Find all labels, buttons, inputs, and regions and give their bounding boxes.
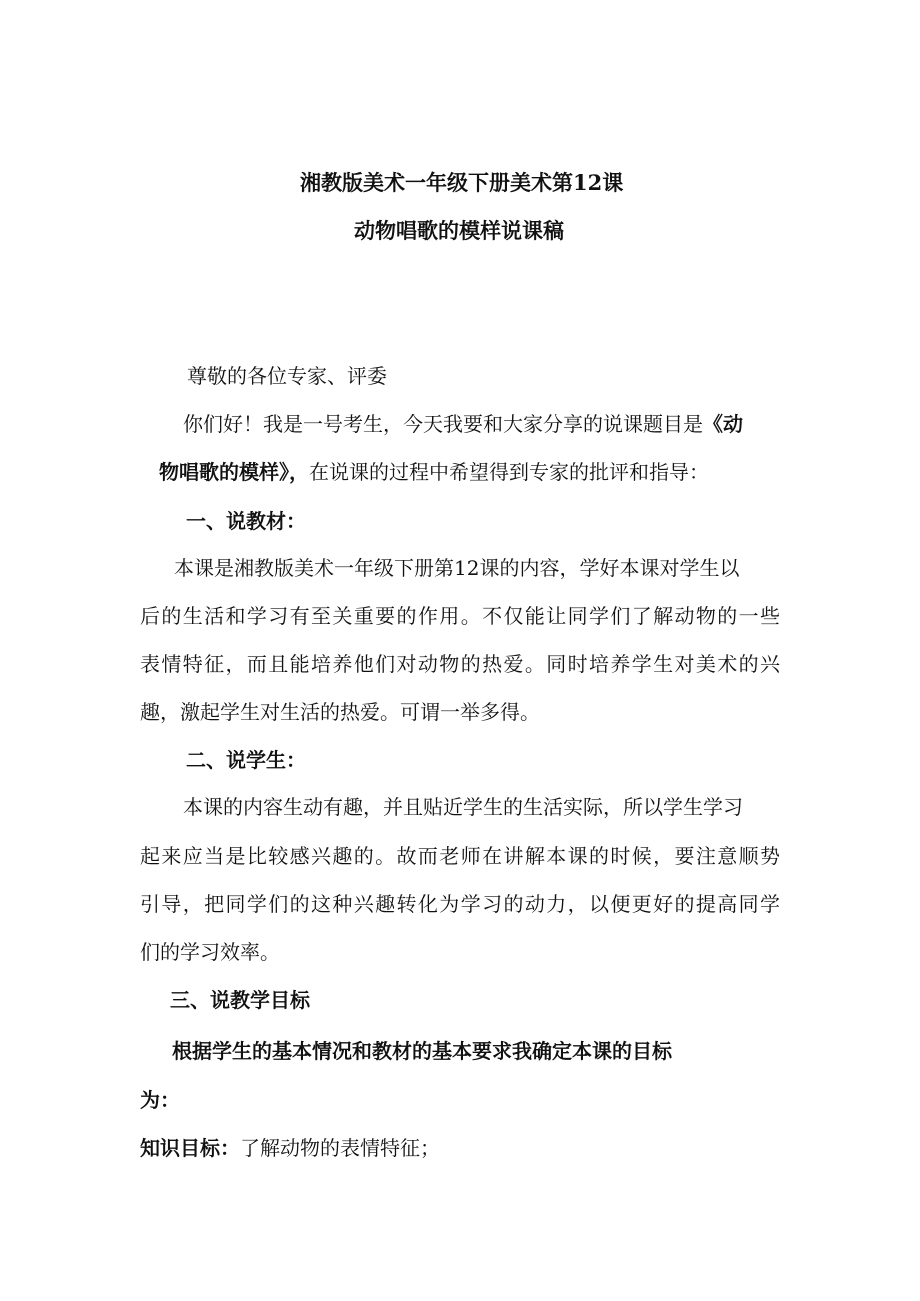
section1-line: 后的生活和学习有至关重要的作用。不仅能让同学们了解动物的一些 bbox=[140, 606, 780, 628]
section3-line: 为： bbox=[140, 1088, 180, 1112]
section3-heading: 三、说教学目标 bbox=[170, 988, 310, 1012]
section2-line: 起来应当是比较感兴趣的。故而老师在讲解本课的时候，要注意顺势 bbox=[140, 846, 780, 868]
knowledge-goal-text: 了解动物的表情特征； bbox=[240, 1136, 440, 1160]
section2-line: 引导，把同学们的这种兴趣转化为学习的动力，以便更好的提高同学 bbox=[140, 894, 780, 916]
intro-line1 bbox=[183, 414, 743, 434]
knowledge-goal-label: 知识目标： bbox=[140, 1136, 240, 1160]
section2-heading: 二、说学生： bbox=[186, 748, 306, 772]
greeting: 尊敬的各位专家、评委 bbox=[187, 364, 387, 388]
section1-heading: 一、说教材： bbox=[186, 509, 306, 533]
section2-line: 们的学习效率。 bbox=[140, 940, 280, 964]
section3-line: 根据学生的基本情况和教材的基本要求我确定本课的目标 bbox=[172, 1039, 672, 1063]
section1-line: 本课是湘教版美术一年级下册第12课的内容，学好本课对学生以 bbox=[174, 556, 740, 580]
doc-title-line2: 动物唱歌的模样说课稿 bbox=[354, 218, 564, 243]
section1-line: 趣，激起学生对生活的热爱。可谓一举多得。 bbox=[140, 700, 540, 724]
doc-title-line1: 湘教版美术一年级下册美术第12课 bbox=[300, 170, 624, 195]
knowledge-goal bbox=[140, 1138, 440, 1158]
intro-line1-text: 你们好！我是一号考生，今天我要和大家分享的说课题目是 bbox=[183, 412, 703, 436]
lesson-title-start: 《动 bbox=[703, 412, 743, 436]
intro-line2 bbox=[159, 462, 709, 482]
section1-line: 表情特征，而且能培养他们对动物的热爱。同时培养学生对美术的兴 bbox=[140, 654, 780, 676]
intro-line2-text: 在说课的过程中希望得到专家的批评和指导： bbox=[309, 460, 709, 484]
section2-line: 本课的内容生动有趣，并且贴近学生的生活实际，所以学生学习 bbox=[183, 795, 743, 819]
lesson-title-end: 物唱歌的模样》， bbox=[159, 460, 309, 484]
